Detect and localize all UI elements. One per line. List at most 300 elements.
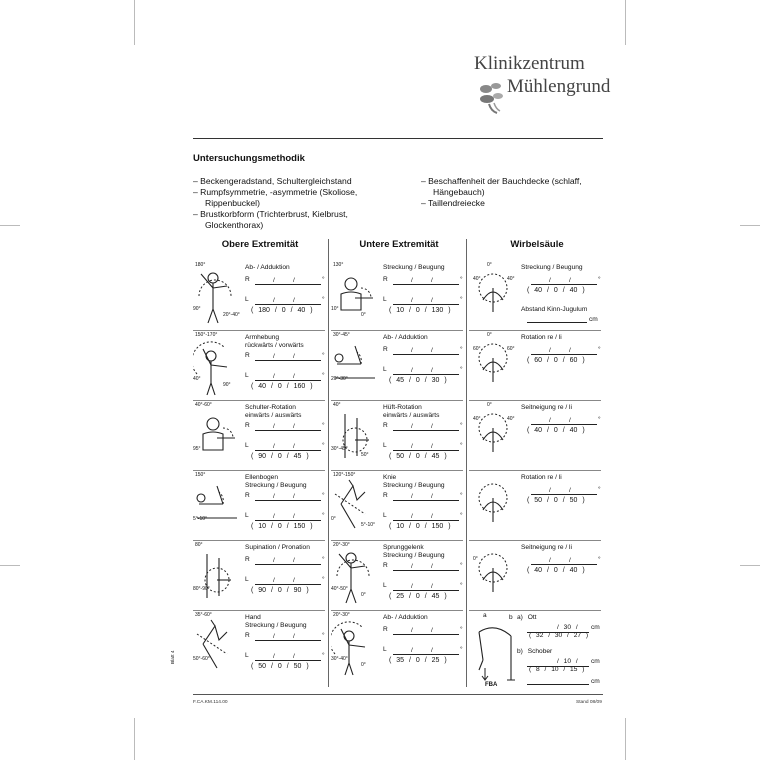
value-separator: / (411, 347, 413, 354)
value-separator: / (293, 513, 295, 520)
right-side-label: R (383, 626, 388, 633)
methods-right-list (421, 176, 591, 209)
range-of-motion-figure-icon (193, 404, 241, 468)
value-separator: / (273, 513, 275, 520)
normal-range: ( 40 / 0 / 160 ) (251, 383, 313, 390)
range-of-motion-figure-icon (331, 544, 379, 608)
value-separator: / (273, 633, 275, 640)
left-value-input[interactable] (255, 380, 321, 381)
normal-range: ( 40 / 0 / 40 ) (527, 427, 585, 434)
value-separator: / (411, 493, 413, 500)
value-separator: / (273, 423, 275, 430)
normal-range: ( 50 / 0 / 45 ) (389, 453, 447, 460)
lower-extremity-row (331, 472, 465, 542)
range-of-motion-figure-icon (331, 614, 379, 678)
value-separator: / (431, 563, 433, 570)
range-of-motion-figure-icon (193, 334, 241, 398)
angle-annotation: 40°-50° (331, 586, 348, 592)
angle-annotation: 90° (223, 382, 231, 388)
left-value-input[interactable] (393, 654, 459, 655)
header-rule (193, 138, 603, 139)
schober-normal-range: ( 8 / 10 / 15 ) (529, 666, 585, 673)
left-value-input[interactable] (255, 520, 321, 521)
upper-extremity-row (193, 332, 327, 402)
degree-mark: ° (460, 492, 463, 499)
degree-mark: ° (322, 492, 325, 499)
right-value-input[interactable] (393, 570, 459, 571)
row-separator (331, 400, 463, 401)
spine-value-input[interactable] (531, 564, 597, 565)
degree-mark: ° (598, 556, 601, 563)
method-item: – Taillendreiecke (421, 198, 485, 208)
angle-annotation: 0° (361, 312, 366, 318)
crop-mark (625, 0, 626, 45)
value-separator: / (411, 443, 413, 450)
range-of-motion-figure-icon (193, 264, 241, 328)
column-divider (328, 239, 329, 687)
crop-mark (134, 718, 135, 760)
range-of-motion-figure-icon (331, 404, 379, 468)
degree-mark: ° (322, 556, 325, 563)
measurement-input[interactable] (527, 684, 589, 685)
row-separator (469, 470, 601, 471)
left-side-label: L (245, 296, 249, 303)
left-side-label: L (245, 652, 249, 659)
spine-value-input[interactable] (531, 494, 597, 495)
degree-mark: ° (598, 276, 601, 283)
row-separator (193, 400, 325, 401)
movement-title (383, 544, 445, 560)
right-side-label: R (245, 276, 250, 283)
right-value-input[interactable] (255, 500, 321, 501)
upper-extremity-row (193, 542, 327, 612)
value-separator: / (431, 493, 433, 500)
right-value-input[interactable] (255, 564, 321, 565)
spine-row (469, 542, 603, 612)
row-separator (469, 540, 601, 541)
degree-mark: ° (598, 346, 601, 353)
row-separator (469, 400, 601, 401)
range-of-motion-figure-icon (469, 264, 517, 328)
movement-title-line: Streckung / Beugung (383, 264, 445, 271)
angle-annotation: 0° (487, 402, 492, 408)
movement-title (383, 264, 445, 272)
degree-mark: ° (460, 422, 463, 429)
unit-cm: cm (591, 624, 600, 631)
angle-annotation: 40° (193, 376, 201, 382)
range-of-motion-figure-icon (193, 614, 241, 678)
ott-label: a) Ott (517, 614, 537, 621)
spine-value-input[interactable] (531, 284, 597, 285)
normal-range: ( 10 / 0 / 150 ) (389, 523, 451, 530)
value-separator: / (293, 577, 295, 584)
right-side-label: R (245, 492, 250, 499)
value-separator: / (431, 347, 433, 354)
left-side-label: L (383, 582, 387, 589)
degree-mark: ° (460, 346, 463, 353)
degree-mark: ° (322, 372, 325, 379)
value-separator: / (431, 627, 433, 634)
normal-range: ( 180 / 0 / 40 ) (251, 307, 313, 314)
left-value-input[interactable] (393, 304, 459, 305)
degree-mark: ° (322, 422, 325, 429)
angle-annotation: 40° (473, 276, 481, 282)
movement-title: Rotation re / li (521, 334, 562, 341)
spine-row-ott-schober (469, 612, 603, 690)
value-separator: / (273, 493, 275, 500)
movement-title-line: Streckung / Beugung (245, 482, 307, 489)
movement-title-line: Supination / Pronation (245, 544, 310, 551)
spine-row (469, 472, 603, 542)
range-of-motion-figure-icon (469, 474, 517, 538)
left-side-label: L (245, 512, 249, 519)
angle-annotation: 40° (333, 402, 341, 408)
lower-extremity-row (331, 402, 465, 472)
movement-title-line: rückwärts / vorwärts (245, 342, 304, 349)
marker-b: b (509, 614, 513, 621)
value-separator: / (549, 417, 551, 424)
movement-title-line: Knie (383, 474, 397, 481)
fba-label: FBA (485, 682, 498, 688)
row-separator (193, 330, 325, 331)
angle-annotation: 60° (507, 346, 515, 352)
upper-extremity-row (193, 612, 327, 682)
value-separator: / (569, 417, 571, 424)
value-separator: / (569, 277, 571, 284)
spine-value-input[interactable] (531, 354, 597, 355)
right-value-input[interactable] (393, 634, 459, 635)
form-id: F.CA.KM.114.00 (193, 700, 228, 705)
unit-cm: cm (591, 678, 600, 685)
schober-label: b) Schober (517, 648, 553, 655)
normal-range: ( 40 / 0 / 40 ) (527, 287, 585, 294)
normal-range: ( 45 / 0 / 30 ) (389, 377, 447, 384)
value-separator: / (431, 647, 433, 654)
degree-mark: ° (322, 632, 325, 639)
value-separator: / (549, 277, 551, 284)
value-separator: / (273, 297, 275, 304)
spine-row (469, 332, 603, 402)
value-separator: / (273, 557, 275, 564)
left-side-label: L (383, 296, 387, 303)
right-side-label: R (245, 352, 250, 359)
right-value-input[interactable] (255, 430, 321, 431)
crop-mark (740, 225, 760, 226)
value-separator: / (411, 563, 413, 570)
degree-mark: ° (322, 576, 325, 583)
range-of-motion-figure-icon (469, 544, 517, 608)
row-separator (469, 330, 601, 331)
schober-value: / 10 / (557, 658, 578, 665)
value-separator: / (549, 347, 551, 354)
methods-left-list (193, 176, 398, 231)
forward-bend-figure-icon (469, 614, 519, 688)
value-separator: / (411, 583, 413, 590)
movement-title: Seitneigung re / li (521, 544, 572, 551)
value-separator: / (293, 423, 295, 430)
method-item: – Brustkorbform (Trichterbrust, Kielbrust, Glockenthorax) (193, 209, 348, 230)
chin-jugulum-distance-label: Abstand Kinn-Jugulum (521, 306, 588, 313)
movement-title-line: Sprunggelenk (383, 544, 424, 551)
right-side-label: R (245, 632, 250, 639)
left-side-label: L (245, 576, 249, 583)
angle-annotation: 40° (507, 416, 515, 422)
movement-title (245, 614, 307, 630)
clinic-logo-icon (477, 80, 507, 116)
unit-cm: cm (589, 316, 598, 323)
lower-extremity-row (331, 332, 465, 402)
column-divider (466, 239, 467, 687)
movement-title-line: Hand (245, 614, 261, 621)
right-value-input[interactable] (255, 360, 321, 361)
movement-title: Seitneigung re / li (521, 404, 572, 411)
right-side-label: R (383, 276, 388, 283)
left-side-label: L (245, 372, 249, 379)
value-separator: / (549, 557, 551, 564)
lower-extremity-row (331, 612, 465, 682)
crop-mark (0, 565, 20, 566)
value-separator: / (293, 633, 295, 640)
right-side-label: R (383, 346, 388, 353)
degree-mark: ° (598, 416, 601, 423)
brand-line-2: Mühlengrund (507, 76, 611, 97)
degree-mark: ° (322, 442, 325, 449)
left-side-label: L (383, 646, 387, 653)
range-of-motion-figure-icon (193, 544, 241, 608)
method-item: – Beckengeradstand, Schultergleichstand (193, 176, 352, 186)
angle-annotation: 30°-40° (331, 656, 348, 662)
angle-annotation: 0° (331, 516, 336, 522)
upper-extremity-row (193, 402, 327, 472)
angle-annotation: 30°-45° (333, 332, 350, 338)
angle-annotation: 120°-150° (333, 472, 356, 478)
spine-row (469, 402, 603, 472)
degree-mark: ° (460, 276, 463, 283)
normal-range: ( 90 / 0 / 90 ) (251, 587, 309, 594)
normal-range: ( 60 / 0 / 60 ) (527, 357, 585, 364)
movement-title-line: Streckung / Beugung (383, 552, 445, 559)
row-separator (193, 470, 325, 471)
degree-mark: ° (322, 652, 325, 659)
degree-mark: ° (460, 646, 463, 653)
column-heading-upper: Obere Extremität (221, 239, 299, 250)
value-separator: / (411, 627, 413, 634)
range-of-motion-figure-icon (193, 474, 241, 538)
value-separator: / (431, 423, 433, 430)
angle-annotation: 130° (333, 262, 344, 268)
value-separator: / (293, 373, 295, 380)
movement-title (245, 264, 290, 272)
degree-mark: ° (322, 512, 325, 519)
value-separator: / (431, 297, 433, 304)
stand-date: Stand 08/09 (576, 700, 602, 705)
left-side-label: L (245, 442, 249, 449)
movement-title-line: Streckung / Beugung (383, 482, 445, 489)
movement-title (383, 334, 428, 342)
degree-mark: ° (460, 512, 463, 519)
degree-mark: ° (460, 582, 463, 589)
angle-annotation: 20°-30° (333, 542, 350, 548)
crop-mark (134, 0, 135, 45)
right-value-input[interactable] (393, 284, 459, 285)
angle-annotation: 150° (195, 472, 206, 478)
degree-mark: ° (460, 366, 463, 373)
left-value-input[interactable] (393, 450, 459, 451)
left-value-input[interactable] (255, 304, 321, 305)
value-separator: / (411, 647, 413, 654)
movement-title-line: Ab- / Adduktion (245, 264, 290, 271)
row-separator (193, 540, 325, 541)
right-value-input[interactable] (255, 640, 321, 641)
value-separator: / (431, 277, 433, 284)
right-value-input[interactable] (255, 284, 321, 285)
chin-jugulum-input[interactable] (527, 322, 587, 323)
right-side-label: R (383, 562, 388, 569)
value-separator: / (293, 557, 295, 564)
degree-mark: ° (460, 562, 463, 569)
value-separator: / (431, 583, 433, 590)
angle-annotation: 90° (193, 306, 201, 312)
row-separator (193, 610, 325, 611)
lower-extremity-row (331, 262, 465, 332)
angle-annotation: 0° (361, 592, 366, 598)
value-separator: / (293, 493, 295, 500)
left-side-label: L (383, 512, 387, 519)
normal-range: ( 50 / 0 / 50 ) (251, 663, 309, 670)
degree-mark: ° (322, 296, 325, 303)
crop-mark (740, 565, 760, 566)
normal-range: ( 10 / 0 / 150 ) (251, 523, 313, 530)
movement-title (383, 614, 428, 622)
section-title: Untersuchungsmethodik (193, 153, 305, 164)
angle-annotation: 50°-60° (193, 656, 210, 662)
movement-title-line: Schulter-Rotation (245, 404, 296, 411)
value-separator: / (293, 443, 295, 450)
right-side-label: R (245, 556, 250, 563)
angle-annotation: 150°-170° (195, 332, 218, 338)
angle-annotation: 0° (487, 332, 492, 338)
left-value-input[interactable] (255, 584, 321, 585)
movement-title-line: Ab- / Adduktion (383, 614, 428, 621)
movement-title-line: einwärts / auswärts (245, 412, 302, 419)
value-separator: / (549, 487, 551, 494)
left-value-input[interactable] (393, 520, 459, 521)
value-separator: / (411, 423, 413, 430)
measurement-input[interactable] (527, 666, 589, 667)
value-separator: / (431, 443, 433, 450)
normal-range: ( 40 / 0 / 40 ) (527, 567, 585, 574)
range-of-motion-figure-icon (469, 334, 517, 398)
value-separator: / (569, 557, 571, 564)
movement-title-line: einwärts / auswärts (383, 412, 440, 419)
angle-annotation: 10° (331, 306, 339, 312)
range-of-motion-figure-icon (331, 474, 379, 538)
row-separator (331, 540, 463, 541)
angle-annotation: 5°-10° (193, 516, 208, 522)
brand-line-1: Klinikzentrum (474, 53, 585, 74)
value-separator: / (293, 353, 295, 360)
normal-range: ( 10 / 0 / 130 ) (389, 307, 451, 314)
degree-mark: ° (460, 296, 463, 303)
value-separator: / (273, 353, 275, 360)
degree-mark: ° (322, 352, 325, 359)
movement-title (245, 474, 307, 490)
lower-extremity-row (331, 542, 465, 612)
left-value-input[interactable] (393, 590, 459, 591)
angle-annotation: 50° (361, 452, 369, 458)
normal-range: ( 90 / 0 / 45 ) (251, 453, 309, 460)
left-value-input[interactable] (255, 450, 321, 451)
method-item: – Rumpfsymmetrie, -asymmetrie (Skoliose, Rippenbuckel) (193, 187, 358, 208)
value-separator: / (273, 277, 275, 284)
movement-title (383, 474, 445, 490)
angle-annotation: 0° (361, 662, 366, 668)
crop-mark (625, 718, 626, 760)
angle-annotation: 95° (193, 446, 201, 452)
value-separator: / (411, 277, 413, 284)
angle-annotation: 35°-60° (195, 612, 212, 618)
normal-range: ( 35 / 0 / 25 ) (389, 657, 447, 664)
degree-mark: ° (598, 486, 601, 493)
right-side-label: R (245, 422, 250, 429)
row-separator (331, 470, 463, 471)
movement-title (245, 334, 304, 350)
row-separator (331, 330, 463, 331)
movement-title: Streckung / Beugung (521, 264, 583, 271)
normal-range: ( 25 / 0 / 45 ) (389, 593, 447, 600)
spine-row (469, 262, 603, 332)
right-value-input[interactable] (393, 430, 459, 431)
range-of-motion-figure-icon (331, 334, 379, 398)
value-separator: / (293, 653, 295, 660)
marker-a: a (483, 612, 487, 619)
value-separator: / (293, 277, 295, 284)
row-separator (469, 610, 601, 611)
normal-range: ( 50 / 0 / 50 ) (527, 497, 585, 504)
value-separator: / (431, 367, 433, 374)
spine-value-input[interactable] (531, 424, 597, 425)
movement-title-line: Hüft-Rotation (383, 404, 422, 411)
value-separator: / (273, 577, 275, 584)
crop-mark (0, 225, 20, 226)
right-value-input[interactable] (393, 354, 459, 355)
sheet-number: Blatt 4 (171, 650, 176, 664)
angle-annotation: 80° (195, 542, 203, 548)
left-value-input[interactable] (255, 660, 321, 661)
angle-annotation: 40° (507, 276, 515, 282)
movement-title (245, 404, 301, 420)
movement-title-line: Armhebung (245, 334, 280, 341)
value-separator: / (569, 487, 571, 494)
angle-annotation: 20°-30° (331, 376, 348, 382)
movement-title (245, 544, 310, 552)
right-value-input[interactable] (393, 500, 459, 501)
value-separator: / (273, 373, 275, 380)
value-separator: / (273, 653, 275, 660)
angle-annotation: 5°-10° (361, 522, 376, 528)
range-of-motion-figure-icon (331, 264, 379, 328)
left-side-label: L (383, 442, 387, 449)
row-separator (331, 610, 463, 611)
left-value-input[interactable] (393, 374, 459, 375)
angle-annotation: 0° (473, 556, 478, 562)
angle-annotation: 60° (473, 346, 481, 352)
column-heading-spine: Wirbelsäule (510, 239, 564, 250)
value-separator: / (569, 347, 571, 354)
measurement-input[interactable] (527, 632, 589, 633)
angle-annotation: 30°-45° (331, 446, 348, 452)
method-item: – Beschaffenheit der Bauchdecke (schlaff, Hängebauch) (421, 176, 582, 197)
